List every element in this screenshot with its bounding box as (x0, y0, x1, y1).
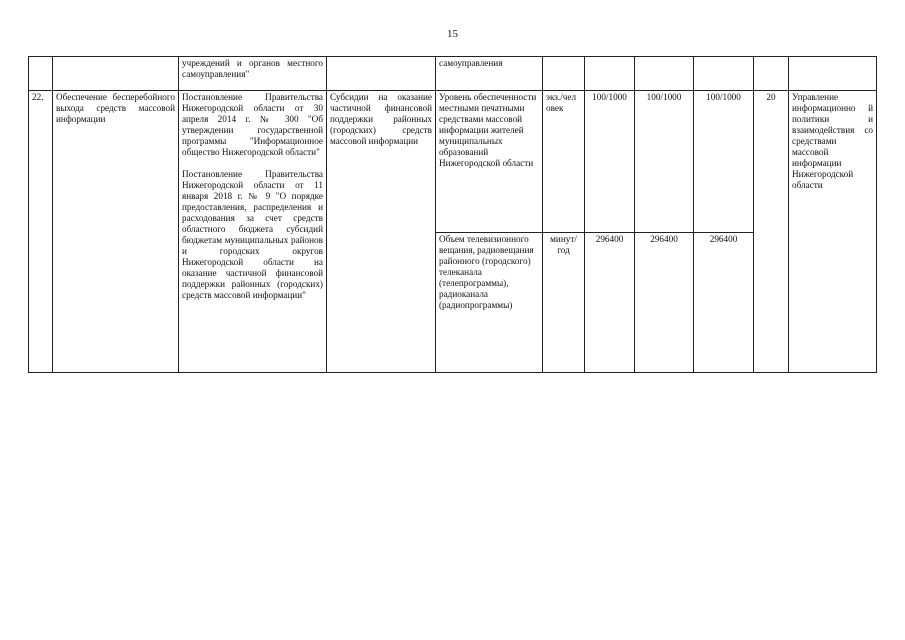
indicator-unit-1: экз./чел овек (543, 91, 585, 233)
cont-measure-cell (327, 57, 436, 91)
weight-cell: 20 (754, 91, 789, 373)
cont-executor-cell (789, 57, 877, 91)
indicator-value-1-2: 100/1000 (635, 91, 694, 233)
indicator-value-1-3: 100/1000 (694, 91, 754, 233)
executor-cell: Управление информационно й политики и взаимодействия со средствами массовой информации Нижегородской области (789, 91, 877, 373)
legal-acts-cell (179, 91, 327, 373)
indicator-value-2-1: 296400 (585, 233, 635, 373)
indicator-value-1-1: 100/1000 (585, 91, 635, 233)
page-number: 15 (447, 28, 458, 40)
cont-v3-cell (694, 57, 754, 91)
indicator-name-2: Объем телевизионного вещания, радиовещания районного (городского) телеканала (телепрограммы), радиоканала (радиопрограммы) (436, 233, 543, 373)
cont-indicator-cell: самоуправления (436, 57, 543, 91)
legal-act-2: Постановление Правительства Нижегородской области от 11 января 2018 г. № 9 "О порядке предоставления, распределения и расходования за счет средств областного бюджета субсидий бюджетам муниципальных районов и городских округов Нижегородской области на оказание частичной финансовой поддержки районных (городских) средств массовой информации" (182, 169, 323, 300)
cont-unit-cell (543, 57, 585, 91)
program-table (28, 56, 877, 373)
legal-act-gap (182, 158, 323, 169)
indicator-value-2-2: 296400 (635, 233, 694, 373)
event-name: Обеспечение бесперебойного выхода средств массовой информации (53, 91, 179, 373)
indicator-name-1: Уровень обеспеченности местными печатными средствами массовой информации жителей муниципальных образований Нижегородской области (436, 91, 543, 233)
cont-weight-cell (754, 57, 789, 91)
indicator-unit-2: минут/ год (543, 233, 585, 373)
cont-v2-cell (635, 57, 694, 91)
cont-name-cell (53, 57, 179, 91)
continuation-row (29, 57, 877, 91)
cont-legal-cell: учреждений и органов местного самоуправления" (179, 57, 327, 91)
cont-v1-cell (585, 57, 635, 91)
table-row-22-a (29, 91, 877, 233)
measure-cell: Субсидии на оказание частичной финансовой поддержки районных (городских) средств массовой информации (327, 91, 436, 373)
row-number: 22. (29, 91, 53, 373)
legal-act-1: Постановление Правительства Нижегородской области от 30 апреля 2014 г. № 300 "Об утверждении государственной программы "Информационное общество Нижегородской области" (182, 92, 323, 157)
cont-num-cell (29, 57, 53, 91)
indicator-value-2-3: 296400 (694, 233, 754, 373)
